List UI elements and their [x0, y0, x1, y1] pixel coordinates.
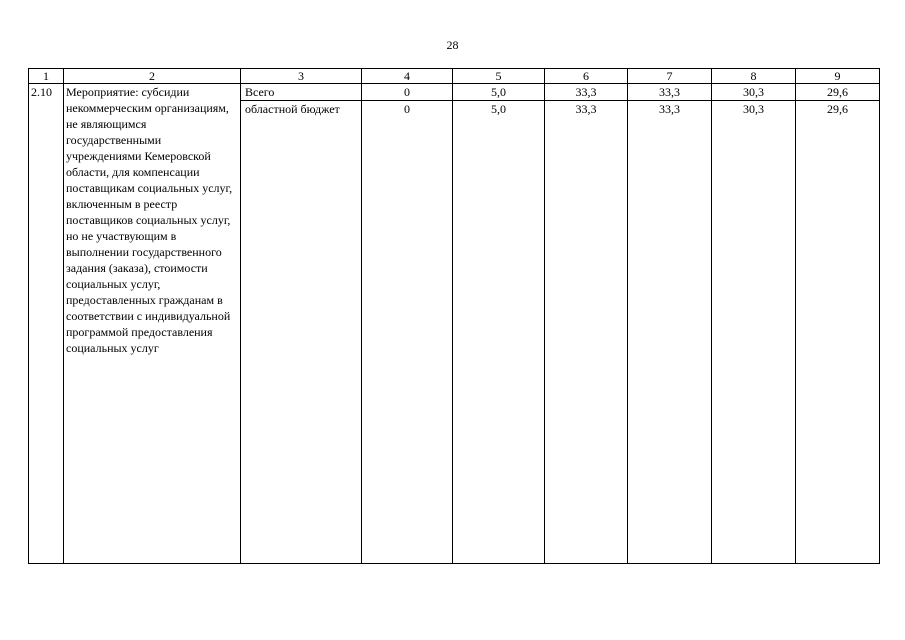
value-cell: 33,3 [545, 101, 628, 564]
value-cell: 33,3 [628, 84, 712, 101]
funding-source-total: Всего [241, 84, 362, 101]
row-code: 2.10 [29, 84, 64, 564]
value-cell: 5,0 [453, 84, 545, 101]
header-cell: 9 [796, 69, 880, 84]
value-cell: 33,3 [545, 84, 628, 101]
value-cell: 33,3 [628, 101, 712, 564]
header-cell: 1 [29, 69, 64, 84]
value-cell: 0 [362, 84, 453, 101]
funding-source-regional: областной бюджет [241, 101, 362, 564]
table-row-total [29, 84, 880, 101]
value-cell: 30,3 [712, 84, 796, 101]
header-cell: 3 [241, 69, 362, 84]
header-row [29, 69, 880, 84]
header-cell: 5 [453, 69, 545, 84]
header-cell: 7 [628, 69, 712, 84]
header-cell: 4 [362, 69, 453, 84]
page-number: 28 [446, 38, 459, 52]
header-cell: 8 [712, 69, 796, 84]
budget-table [28, 68, 880, 564]
value-cell: 5,0 [453, 101, 545, 564]
row-description: Мероприятие: субсидии некоммерческим организациям, не являющимся государственными учреждениями Кемеровской области, для компенсации поставщикам социальных услуг, включенным в реестр поставщиков социальных услуг, но не участвующим в выполнении государственного задания (заказа), стоимости социальных услуг, предоставленных гражданам в соответствии с индивидуальной программой предоставления социальных услуг [64, 84, 241, 564]
header-cell: 2 [64, 69, 241, 84]
value-cell: 29,6 [796, 101, 880, 564]
value-cell: 0 [362, 101, 453, 564]
header-cell: 6 [545, 69, 628, 84]
value-cell: 30,3 [712, 101, 796, 564]
value-cell: 29,6 [796, 84, 880, 101]
